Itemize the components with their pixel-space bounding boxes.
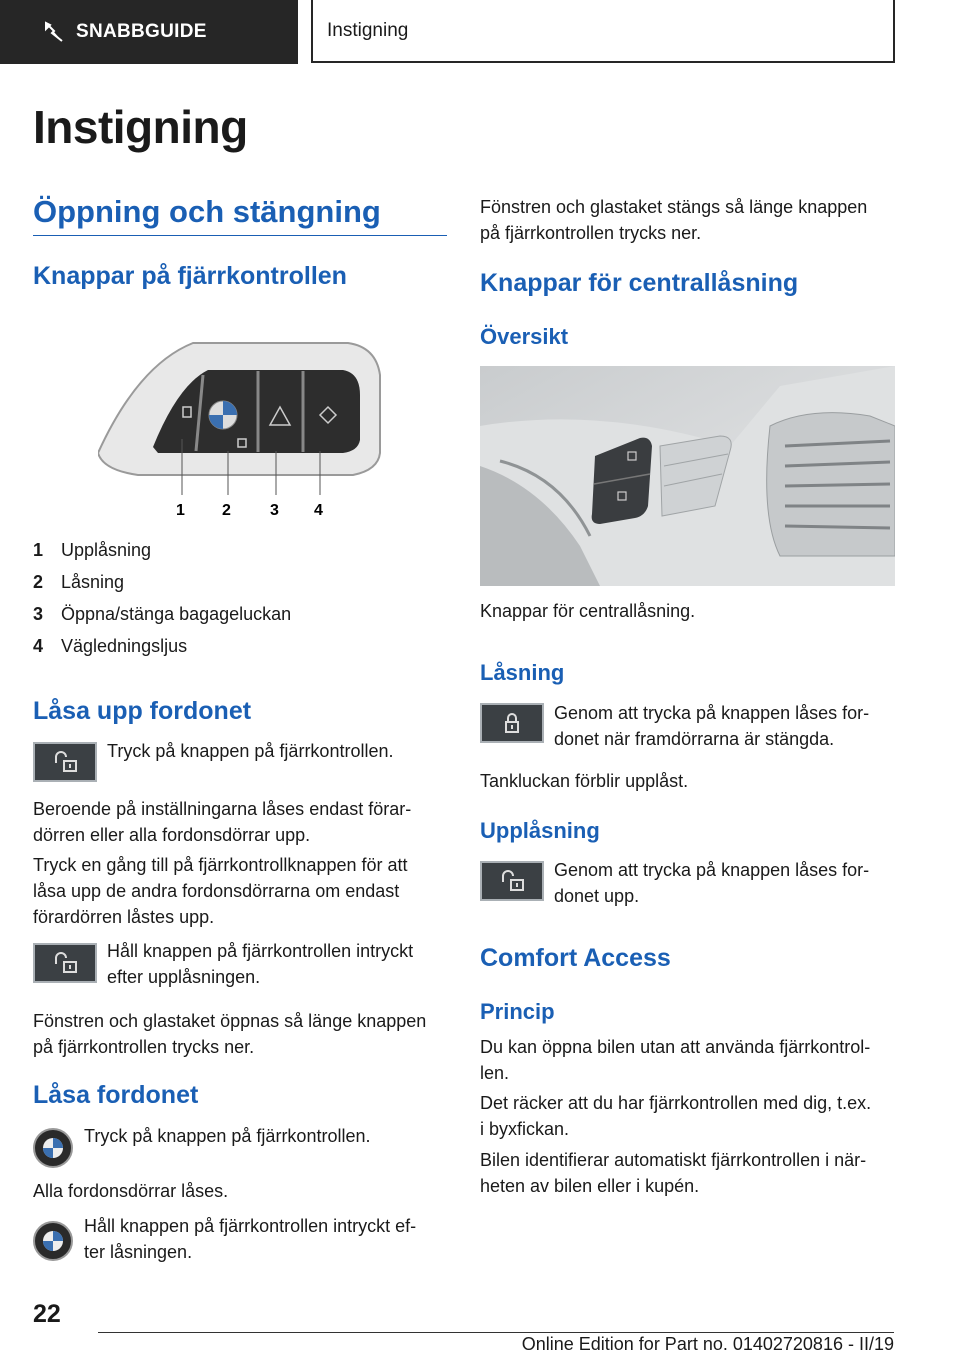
quick-guide-icon — [42, 21, 64, 43]
section-tab[interactable] — [0, 0, 298, 64]
figure-legend — [33, 534, 291, 662]
heading-locking: Låsning — [480, 660, 565, 685]
unlock-hold-button-icon — [33, 943, 97, 983]
locking-text: Genom att trycka på knappen låses for- donet när framdörrarna är stängda. — [554, 703, 870, 749]
lock-step-1: Tryck på knappen på fjärrkontrollen. — [84, 1126, 371, 1146]
edition-footer: Online Edition for Part no. 01402720816 - II/19 — [521, 1334, 894, 1354]
locking-paragraph: Tankluckan förblir upplåst. — [480, 771, 689, 791]
unlock-central-button-icon — [480, 861, 544, 901]
heading-comfort-access: Comfort Access — [480, 944, 671, 972]
principle-paragraph-3: Bilen identifierar automatiskt fjärrkontrollen i när- heten av bilen eller i kupén. — [480, 1150, 867, 1196]
principle-paragraph-1: Du kan öppna bilen utan att använda fjärrkontrol- len. — [480, 1037, 871, 1083]
unlock-step-1: Tryck på knappen på fjärrkontrollen. — [107, 741, 394, 761]
heading-overview: Översikt — [480, 324, 569, 349]
chapter-tab-label: Instigning — [327, 19, 409, 41]
unlock-paragraph-3: Fönstren och glastaket öppnas så länge knappen på fjärrkontrollen trycks ner. — [33, 1011, 427, 1057]
heading-unlock: Låsa upp fordonet — [33, 697, 252, 725]
chapter-tab[interactable] — [311, 0, 895, 63]
heading-central-locking: Knappar för centrallåsning — [480, 269, 799, 297]
figure-label-4: 4 — [314, 502, 323, 519]
page-number: 22 — [33, 1300, 61, 1328]
unlock-paragraph-2: Tryck en gång till på fjärrkontrollknappen för att låsa upp de andra fordonsdörrarna om endast förardörren låstes upp. — [33, 855, 408, 927]
footer-rule — [98, 1332, 894, 1333]
photo-caption: Knappar för centrallåsning. — [480, 601, 696, 621]
heading-unlocking: Upplåsning — [480, 818, 600, 843]
legend-item: 4 Vägledningsljus — [33, 635, 188, 656]
page-title: Instigning — [33, 101, 248, 153]
figure-label-2: 2 — [222, 502, 231, 519]
bmw-roundel-icon — [33, 1128, 73, 1168]
legend-item: 3 Öppna/stänga bagageluckan — [33, 603, 292, 624]
heading-rule — [33, 235, 447, 236]
heading-lock: Låsa fordonet — [33, 1081, 199, 1109]
lock-button-icon — [480, 703, 544, 743]
heading-remote-buttons: Knappar på fjärrkontrollen — [33, 262, 347, 290]
remote-key-illustration — [98, 335, 388, 520]
door-panel-photo — [480, 366, 895, 586]
legend-item: 1 Upplåsning — [33, 539, 152, 560]
bmw-roundel-icon — [33, 1221, 73, 1261]
figure-label-1: 1 — [176, 502, 185, 519]
windows-close-paragraph: Fönstren och glastaket stängs så länge knappen på fjärrkontrollen trycks ner. — [480, 197, 868, 243]
heading-principle: Princip — [480, 999, 555, 1024]
unlocking-text: Genom att trycka på knappen låses for- donet upp. — [554, 860, 870, 906]
section-tab-label: SNABBGUIDE — [76, 21, 207, 42]
lock-paragraph-1: Alla fordonsdörrar låses. — [33, 1181, 229, 1201]
unlock-paragraph-1: Beroende på inställningarna låses endast förar- dörren eller alla fordonsdörrar upp. — [33, 799, 412, 845]
heading-open-close: Öppning och stängning — [33, 194, 381, 229]
unlock-button-icon — [33, 742, 97, 782]
unlock-step-2: Håll knappen på fjärrkontrollen intryckt efter upplåsningen. — [107, 941, 414, 987]
principle-paragraph-2: Det räcker att du har fjärrkontrollen med dig, t.ex. i byxfickan. — [480, 1093, 872, 1139]
figure-label-3: 3 — [270, 502, 279, 519]
lock-step-2: Håll knappen på fjärrkontrollen intryckt ef- ter låsningen. — [84, 1216, 417, 1262]
legend-item: 2 Låsning — [33, 571, 125, 592]
